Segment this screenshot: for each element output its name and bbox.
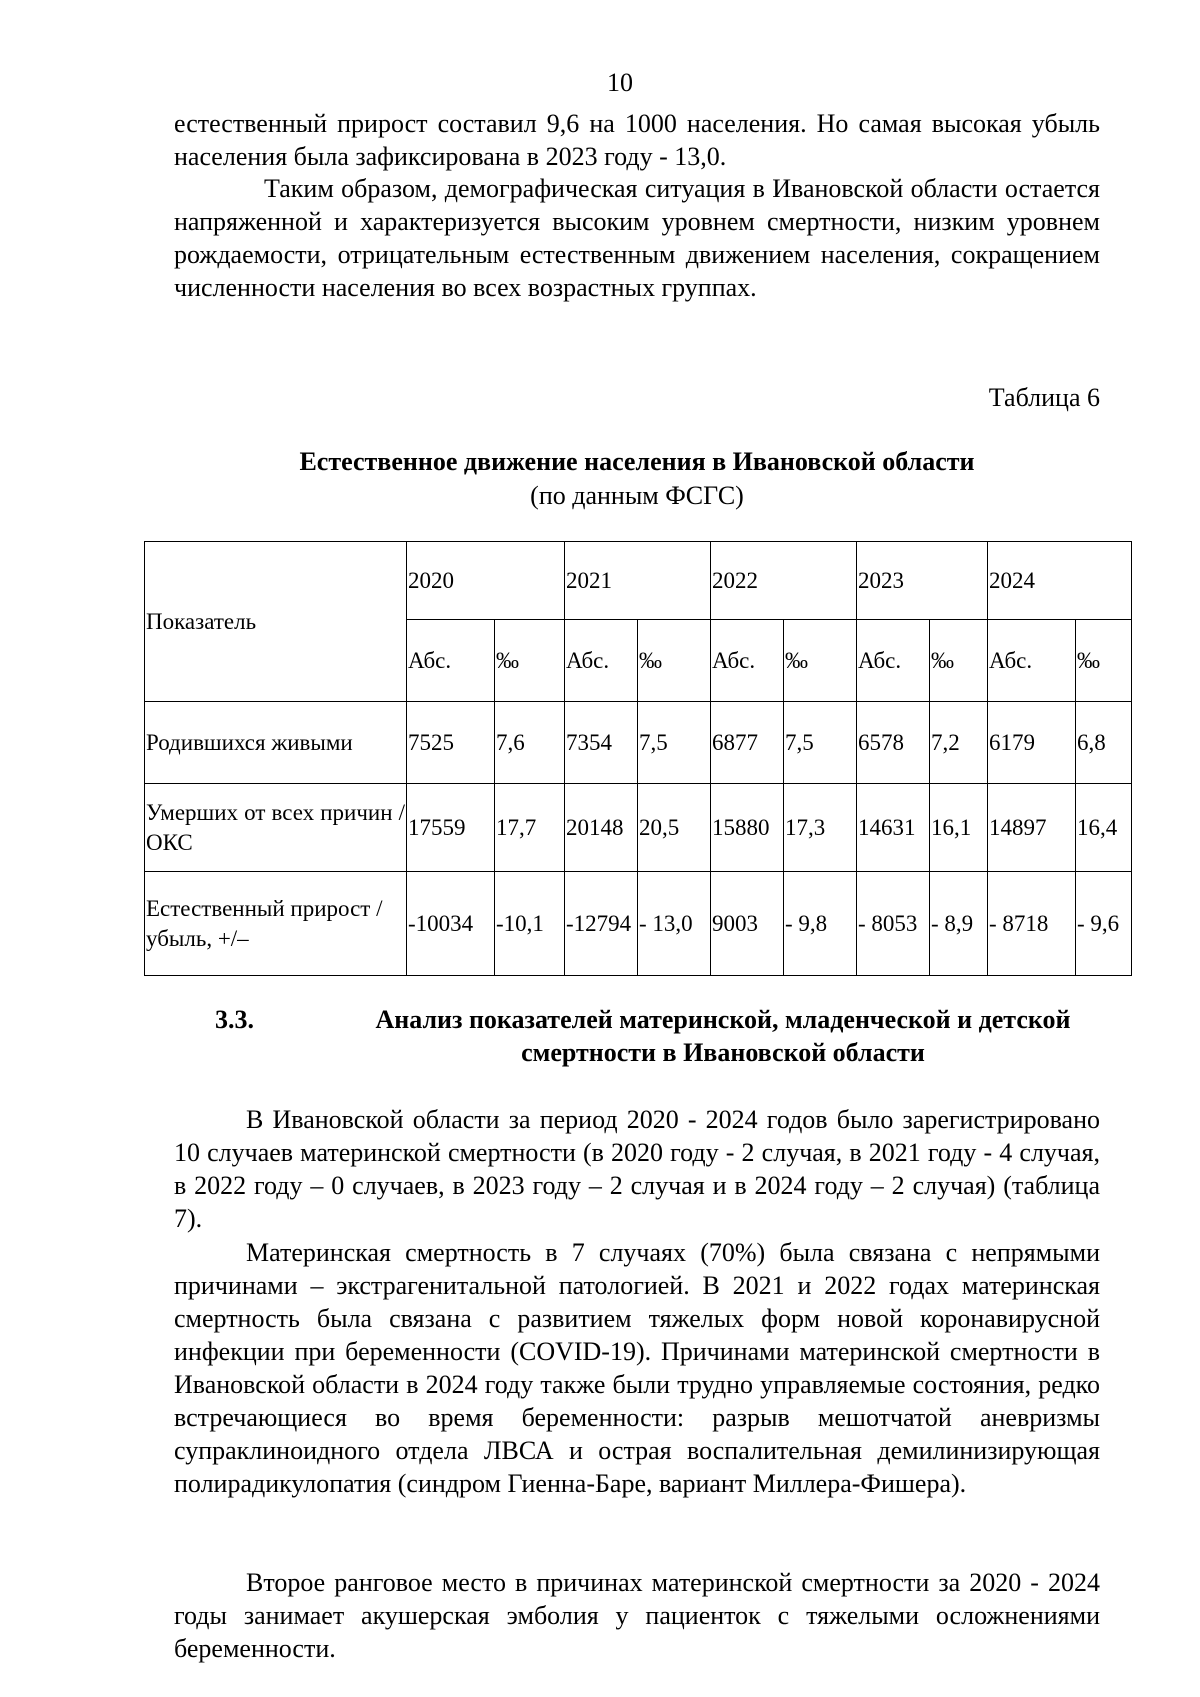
table-cell: - 8718 <box>988 872 1076 976</box>
table-cell: 9003 <box>711 872 784 976</box>
abs-header: Абс. <box>857 620 930 702</box>
row-label: Умерших от всех причин / ОКС <box>145 784 407 872</box>
rate-header: ‰ <box>1076 620 1132 702</box>
table-row <box>145 872 1132 976</box>
table-cell: 6877 <box>711 702 784 784</box>
table-row <box>145 702 1132 784</box>
table-cell: 7525 <box>407 702 495 784</box>
rate-header: ‰ <box>784 620 857 702</box>
table-cell: 7,5 <box>784 702 857 784</box>
table-caption <box>174 445 1100 513</box>
table-cell: 20,5 <box>638 784 711 872</box>
abs-header: Абс. <box>711 620 784 702</box>
table-cell: 14631 <box>857 784 930 872</box>
table-cell: -10,1 <box>495 872 565 976</box>
table-cell: -10034 <box>407 872 495 976</box>
indicator-header: Показатель <box>145 542 407 702</box>
year-header: 2022 <box>711 542 857 620</box>
paragraph-intro: естественный прирост составил 9,6 на 1000 населения. Но самая высокая убыль населения была зафиксирована в 2023 году - 13,0. <box>174 109 1100 171</box>
rate-header: ‰ <box>930 620 988 702</box>
table-cell: - 13,0 <box>638 872 711 976</box>
table-cell: 17559 <box>407 784 495 872</box>
table-cell: - 8053 <box>857 872 930 976</box>
table-cell: 7354 <box>565 702 638 784</box>
abs-header: Абс. <box>407 620 495 702</box>
section-title: Анализ показателей материнской, младенческой и детской смертности в Ивановской области <box>375 1005 1071 1067</box>
table-cell: 15880 <box>711 784 784 872</box>
page-number: 10 <box>607 68 633 97</box>
year-header: 2020 <box>407 542 565 620</box>
table-cell: 7,2 <box>930 702 988 784</box>
row-label: Естественный прирост / убыль, +/– <box>145 872 407 976</box>
table-cell: -12794 <box>565 872 638 976</box>
paragraph-summary: Таким образом, демографическая ситуация в Ивановской области остается напряженной и характеризуется высоким уровнем смертности, низким уровнем рождаемости, отрицательным естественным движением населения, сокращением численности населения во всех возрастных группах. <box>174 174 1100 302</box>
table-subtitle: (по данным ФСГС) <box>530 481 744 510</box>
row-label: Родившихся живыми <box>145 702 407 784</box>
table-number: Таблица 6 <box>988 383 1100 412</box>
paragraph-second-cause: Второе ранговое место в причинах материнской смертности за 2020 - 2024 годы занимает акушерская эмболия у пациенток с тяжелыми осложнениями беременности. <box>174 1568 1100 1663</box>
table-cell: 6578 <box>857 702 930 784</box>
table-cell: 16,1 <box>930 784 988 872</box>
table-cell: 16,4 <box>1076 784 1132 872</box>
table-cell: 6179 <box>988 702 1076 784</box>
rate-header: ‰ <box>495 620 565 702</box>
table-cell: 6,8 <box>1076 702 1132 784</box>
section-number: 3.3. <box>215 1005 254 1034</box>
table-row <box>145 784 1132 872</box>
table-cell: - 8,9 <box>930 872 988 976</box>
table-cell: 17,3 <box>784 784 857 872</box>
population-table <box>144 541 1132 976</box>
paragraph-maternal-causes: Материнская смертность в 7 случаях (70%) была связана с непрямыми причинами – экстрагенитальной патологией. В 2021 и 2022 годах материнская смертность была связана с развитием тяжелых форм новой коронавирусной инфекции при беременности (COVID-19). Причинами материнской смертности в Ивановской области в 2024 году также были трудно управляемые состояния, редко встречающиеся во время беременности: разрыв мешотчатой аневризмы супраклиноидного отдела ЛВСА и острая воспалительная демилинизирующая полирадикулопатия (синдром Гиенна-Баре, вариант Миллера-Фишера). <box>174 1238 1100 1498</box>
year-header: 2021 <box>565 542 711 620</box>
abs-header: Абс. <box>565 620 638 702</box>
table-title: Естественное движение населения в Ивановской области <box>299 447 975 476</box>
abs-header: Абс. <box>988 620 1076 702</box>
year-header: 2023 <box>857 542 988 620</box>
table-cell: 14897 <box>988 784 1076 872</box>
paragraph-maternal-cases: В Ивановской области за период 2020 - 2024 годов было зарегистрировано 10 случаев материнской смертности (в 2020 году - 2 случая, в 2021 году - 4 случая, в 2022 году – 0 случаев, в 2023 году – 2 случая и в 2024 году – 2 случая) (таблица 7). <box>174 1105 1100 1233</box>
table-cell: 20148 <box>565 784 638 872</box>
table-cell: - 9,6 <box>1076 872 1132 976</box>
table-cell: 7,5 <box>638 702 711 784</box>
year-header: 2024 <box>988 542 1132 620</box>
rate-header: ‰ <box>638 620 711 702</box>
table-cell: 7,6 <box>495 702 565 784</box>
table-cell: 17,7 <box>495 784 565 872</box>
table-cell: - 9,8 <box>784 872 857 976</box>
